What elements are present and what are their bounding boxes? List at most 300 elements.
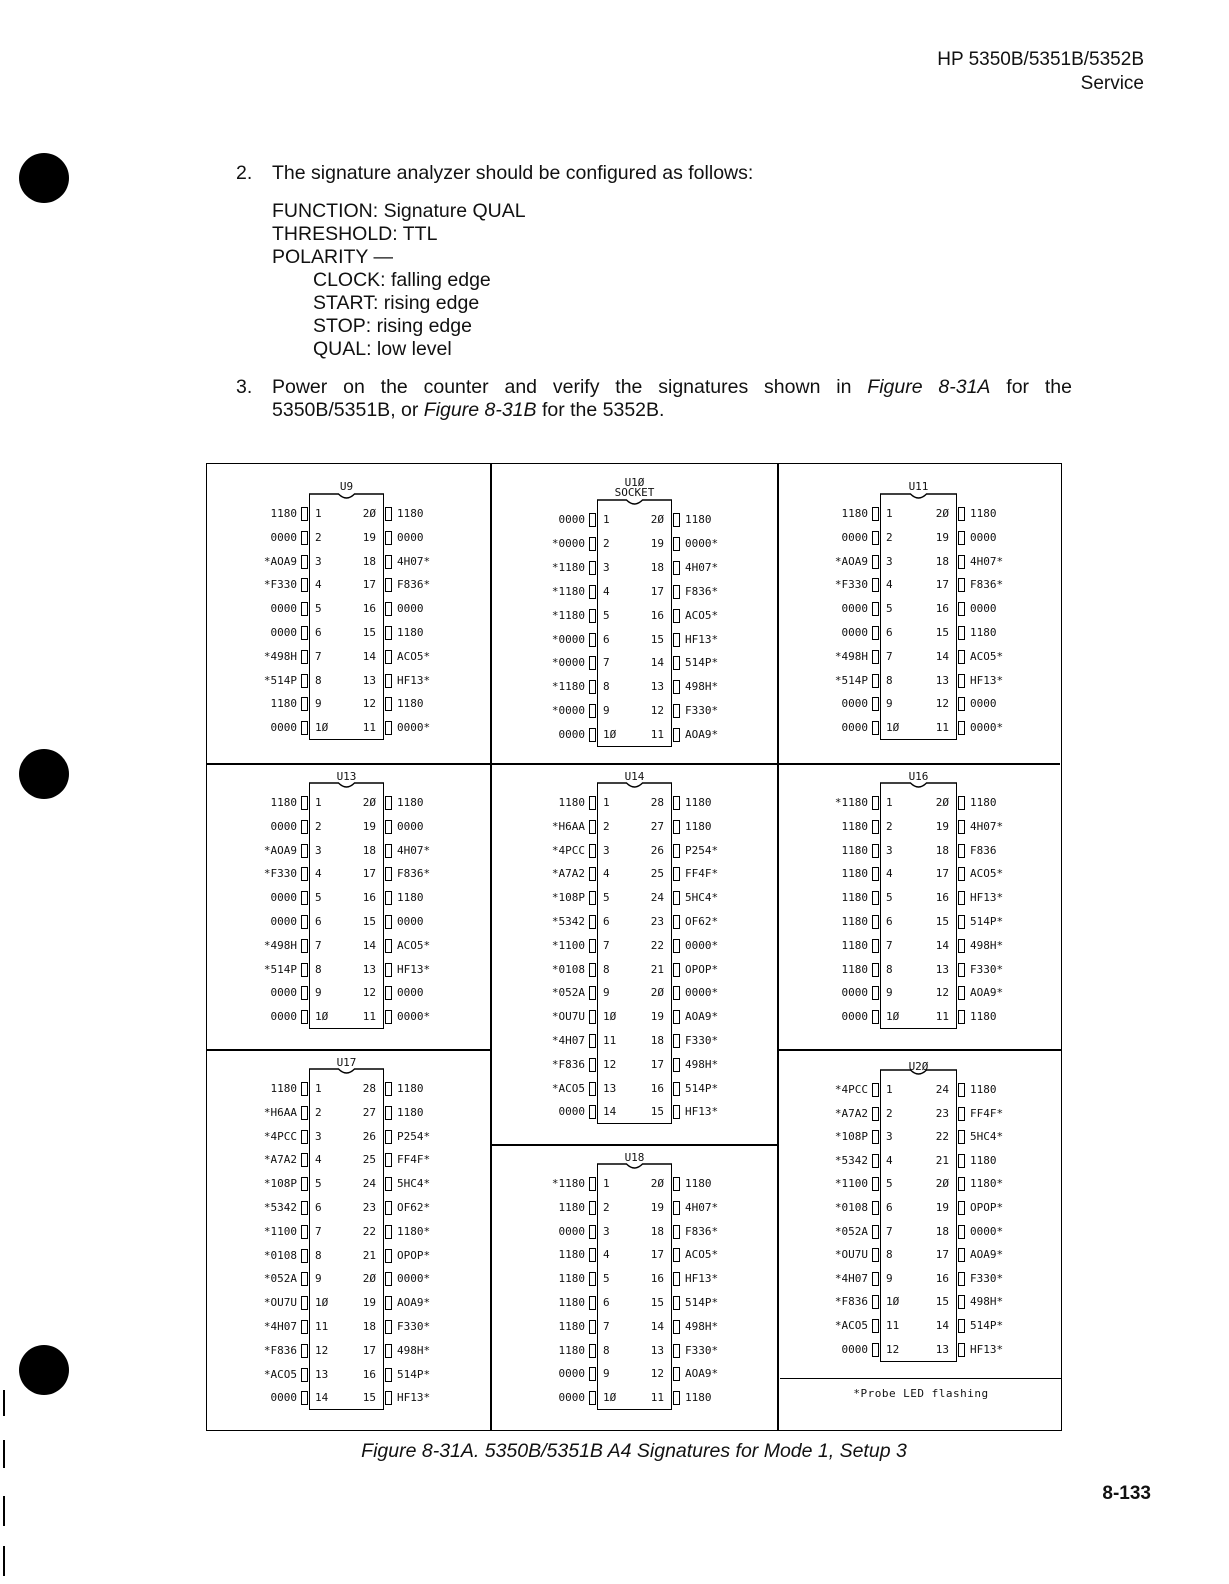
pin-number: 2: [315, 1105, 322, 1119]
pin-number: 16: [935, 1271, 949, 1285]
pin-pad: [589, 704, 596, 718]
pin-pad: [589, 1034, 596, 1048]
signature-left: *1180: [551, 584, 585, 598]
signature-left: 0000: [558, 1224, 585, 1238]
pin-pad: [589, 1320, 596, 1334]
step-text-part: for the 5352B.: [536, 399, 665, 421]
signature-left: 0000: [558, 728, 585, 742]
signature-left: *514P: [263, 962, 297, 976]
header-section: Service: [1080, 73, 1144, 94]
pin-pad: [958, 1248, 965, 1262]
pin-pad: [301, 531, 308, 545]
pin-number: 8: [603, 962, 610, 976]
pin-pad: [385, 867, 392, 881]
signature-right: ACO5*: [685, 1248, 719, 1262]
pin-pad: [673, 513, 680, 527]
pin-pad: [673, 963, 680, 977]
signature-right: 514P*: [685, 656, 719, 670]
pin-number: 8: [315, 962, 322, 976]
pin-number: 1: [886, 796, 893, 809]
pin-pad: [385, 1153, 392, 1167]
pin-number: 12: [935, 697, 949, 711]
pin-number: 4: [886, 578, 893, 592]
chip-notch: [597, 499, 672, 509]
pin-pad: [301, 986, 308, 1000]
signature-left: 1180: [841, 843, 868, 857]
pin-number: 1: [603, 1177, 610, 1190]
signature-left: *4H07: [834, 1271, 868, 1285]
signature-left: *F836: [551, 1057, 585, 1071]
signature-right: 1180: [970, 507, 997, 520]
signature-left: *F836: [834, 1295, 868, 1309]
step-text-part: Power on the counter and verify the signatures shown in: [272, 376, 868, 398]
pin-number: 2Ø: [650, 986, 664, 1000]
signature-left: *OU7U: [551, 1010, 585, 1024]
chip-notch-path: [880, 1070, 957, 1074]
pin-pad: [872, 1177, 879, 1191]
pin-number: 16: [650, 608, 664, 622]
signature-left: *F330: [834, 578, 868, 592]
signature-right: F836*: [685, 584, 719, 598]
pin-pad: [673, 1177, 680, 1191]
pin-number: 18: [935, 1224, 949, 1238]
pin-number: 27: [650, 819, 664, 833]
pin-pad: [385, 1225, 392, 1239]
signature-right: 4H07*: [685, 1200, 719, 1214]
signature-left: *108P: [263, 1177, 297, 1191]
pin-pad: [872, 602, 879, 616]
step-text-part: 5350B/5351B, or: [272, 399, 424, 421]
signature-right: 498H*: [685, 1057, 719, 1071]
pin-number: 2: [603, 819, 610, 833]
page-number: 8-133: [1102, 1483, 1151, 1504]
page-header: [937, 48, 1144, 96]
signature-right: 1180: [397, 507, 424, 520]
signature-left: 0000: [558, 1105, 585, 1119]
pin-number: 18: [650, 1034, 664, 1047]
pin-number: 21: [935, 1153, 949, 1167]
signature-right: 1180*: [397, 1224, 431, 1238]
pin-number: 16: [935, 602, 949, 616]
signature-left: *108P: [834, 1130, 868, 1144]
signature-left: 1180: [270, 507, 297, 520]
pin-pad: [673, 939, 680, 953]
pin-number: 1Ø: [315, 1296, 329, 1310]
header-title: HP 5350B/5351B/5352B: [937, 49, 1144, 70]
signature-right: HF13*: [685, 1272, 719, 1286]
pin-pad: [385, 844, 392, 858]
pin-pad: [589, 1201, 596, 1215]
pin-number: 24: [935, 1083, 949, 1096]
pin-pad: [385, 1010, 392, 1024]
signature-left: *4PCC: [551, 843, 585, 857]
signature-left: 0000: [841, 721, 868, 735]
pin-pad: [872, 1130, 879, 1144]
signature-left: 1180: [270, 697, 297, 711]
chip-notch-path: [597, 783, 672, 787]
chip-notch-path: [597, 500, 672, 504]
pin-number: 13: [315, 1367, 329, 1381]
pin-number: 12: [362, 697, 376, 711]
pin-pad: [958, 531, 965, 545]
pin-pad: [301, 820, 308, 834]
figure-reference: Figure 8-31A: [867, 376, 991, 398]
pin-pad: [673, 704, 680, 718]
pin-pad: [385, 1177, 392, 1191]
pin-number: 1: [315, 1082, 322, 1095]
signature-left: *ACO5: [263, 1367, 297, 1381]
signature-left: *4H07: [551, 1034, 585, 1047]
signature-left: *OU7U: [834, 1248, 868, 1262]
signature-left: *0108: [551, 962, 585, 976]
pin-number: 5: [315, 602, 322, 616]
signature-left: 0000: [270, 986, 297, 1000]
pin-number: 9: [603, 704, 610, 718]
pin-number: 16: [362, 891, 376, 905]
grid-line: [207, 1049, 491, 1051]
binder-hole-top: [19, 153, 69, 203]
pin-pad: [589, 1105, 596, 1119]
edge-mark: [3, 1546, 5, 1576]
pin-number: 3: [315, 1129, 322, 1143]
pin-number: 15: [935, 915, 949, 928]
pin-pad: [301, 1391, 308, 1405]
pin-number: 17: [935, 578, 949, 592]
pin-number: 19: [650, 1010, 664, 1024]
pin-number: 7: [315, 938, 322, 952]
signature-left: 0000: [841, 1342, 868, 1356]
pin-number: 17: [650, 1057, 664, 1071]
signature-right: P254*: [397, 1129, 431, 1143]
pin-number: 1Ø: [603, 1010, 617, 1024]
pin-number: 7: [315, 649, 322, 663]
step-3: [236, 376, 1072, 422]
signature-right: 514P*: [685, 1296, 719, 1309]
signature-right: F330*: [970, 962, 1004, 976]
signature-right: 514P*: [970, 915, 1004, 928]
chip-label: U14: [624, 770, 645, 783]
signature-right: 0000*: [397, 1272, 431, 1286]
pin-pad: [872, 650, 879, 664]
signature-left: 0000: [270, 819, 297, 833]
signature-right: 1180: [685, 819, 712, 833]
pin-number: 11: [603, 1034, 617, 1047]
pin-number: 1: [603, 796, 610, 809]
pin-number: 11: [886, 1319, 900, 1332]
signature-left: *1180: [551, 560, 585, 574]
pin-number: 26: [362, 1129, 376, 1143]
chip-notch-path: [309, 1069, 384, 1073]
signature-left: 0000: [841, 986, 868, 1000]
pin-pad: [872, 986, 879, 1000]
signature-left: 0000: [270, 721, 297, 735]
signature-left: *A7A2: [263, 1153, 297, 1167]
pin-pad: [589, 986, 596, 1000]
config-threshold: THRESHOLD: TTL: [272, 223, 438, 245]
pin-number: 14: [650, 656, 664, 670]
pin-pad: [589, 1272, 596, 1286]
pin-pad: [385, 1201, 392, 1215]
pin-pad: [385, 796, 392, 810]
pin-number: 8: [886, 1248, 893, 1262]
pin-number: 22: [650, 938, 664, 952]
pin-number: 27: [362, 1105, 376, 1119]
signature-right: OF62*: [397, 1201, 431, 1214]
edge-mark: [3, 1390, 5, 1416]
signature-left: 1180: [558, 1200, 585, 1214]
pin-number: 7: [886, 1224, 893, 1238]
pin-number: 16: [650, 1081, 664, 1095]
pin-pad: [301, 796, 308, 810]
pin-number: 1Ø: [886, 1010, 900, 1024]
pin-pad: [958, 1177, 965, 1191]
signature-right: HF13*: [685, 632, 719, 646]
pin-pad: [301, 578, 308, 592]
pin-pad: [872, 820, 879, 834]
signature-right: 1180: [685, 1177, 712, 1190]
signature-left: *F836: [263, 1343, 297, 1357]
signature-right: F836*: [397, 867, 431, 881]
pin-pad: [385, 939, 392, 953]
pin-pad: [958, 796, 965, 810]
pin-pad: [958, 1319, 965, 1333]
pin-number: 24: [650, 891, 664, 905]
pin-number: 1: [603, 513, 610, 526]
signature-left: 0000: [270, 530, 297, 544]
pin-number: 6: [886, 626, 893, 639]
pin-number: 2Ø: [362, 507, 376, 520]
grid-line: [207, 763, 1060, 765]
signature-left: *4H07: [263, 1320, 297, 1333]
pin-pad: [301, 1320, 308, 1334]
signature-right: 0000: [970, 530, 997, 544]
pin-pad: [958, 1130, 965, 1144]
edge-mark: [3, 1440, 5, 1468]
pin-pad: [673, 1272, 680, 1286]
pin-number: 14: [650, 1319, 664, 1333]
pin-pad: [673, 1082, 680, 1096]
signature-left: *498H: [834, 649, 868, 663]
figure-reference: Figure 8-31B: [423, 399, 537, 421]
signature-right: 4H07*: [397, 554, 431, 568]
pin-pad: [301, 674, 308, 688]
pin-number: 8: [315, 1248, 322, 1262]
pin-pad: [589, 728, 596, 742]
pin-number: 15: [650, 632, 664, 646]
pin-pad: [872, 796, 879, 810]
signature-left: *0108: [263, 1248, 297, 1262]
pin-number: 1Ø: [886, 1295, 900, 1309]
signature-left: *ACO5: [551, 1081, 585, 1095]
pin-pad: [385, 891, 392, 905]
pin-number: 23: [650, 915, 664, 928]
pin-pad: [301, 1368, 308, 1382]
pin-pad: [673, 680, 680, 694]
pin-pad: [872, 1010, 879, 1024]
pin-pad: [673, 1034, 680, 1048]
signature-right: 498H*: [685, 680, 719, 694]
signature-left: *498H: [263, 938, 297, 952]
pin-number: 25: [650, 867, 664, 881]
pin-pad: [872, 963, 879, 977]
pin-pad: [301, 650, 308, 664]
chip-label: U9: [339, 480, 354, 493]
pin-number: 13: [935, 1342, 949, 1356]
pin-number: 9: [603, 986, 610, 1000]
pin-number: 15: [650, 1105, 664, 1119]
pin-pad: [589, 796, 596, 810]
signature-right: 1180: [397, 891, 424, 905]
pin-number: 2: [603, 1200, 610, 1214]
signature-left: *H6AA: [551, 819, 585, 833]
pin-pad: [673, 1391, 680, 1405]
pin-pad: [301, 507, 308, 521]
step-2: [236, 162, 1072, 361]
pin-pad: [958, 986, 965, 1000]
pin-number: 16: [362, 1367, 376, 1381]
pin-number: 9: [315, 1272, 322, 1286]
pin-number: 4: [603, 867, 610, 881]
signature-right: 0000: [397, 915, 424, 928]
chip-notch: [309, 782, 384, 792]
signature-left: 0000: [270, 1010, 297, 1024]
step-text-part: for the: [990, 376, 1072, 398]
chip-notch: [597, 782, 672, 792]
pin-pad: [958, 1154, 965, 1168]
pin-number: 19: [650, 1200, 664, 1214]
pin-pad: [872, 1295, 879, 1309]
signature-left: 0000: [558, 513, 585, 526]
signature-right: 1180: [397, 1105, 424, 1119]
pin-number: 6: [315, 626, 322, 639]
pin-pad: [301, 891, 308, 905]
pin-number: 2: [315, 819, 322, 833]
pin-number: 1: [315, 507, 322, 520]
pin-pad: [872, 891, 879, 905]
pin-pad: [385, 578, 392, 592]
signature-left: *0000: [551, 656, 585, 670]
signature-left: 0000: [558, 1391, 585, 1405]
pin-number: 5: [886, 891, 893, 905]
signature-left: 0000: [270, 891, 297, 905]
signature-right: 1180: [397, 796, 424, 809]
signature-right: 1180: [685, 1391, 712, 1405]
pin-number: 8: [603, 680, 610, 694]
pin-number: 19: [362, 1296, 376, 1310]
pin-pad: [301, 939, 308, 953]
pin-number: 3: [603, 1224, 610, 1238]
signature-left: *4PCC: [834, 1083, 868, 1096]
signature-left: *5342: [551, 915, 585, 928]
pin-number: 2: [886, 819, 893, 833]
pin-pad: [301, 1296, 308, 1310]
pin-number: 3: [315, 554, 322, 568]
pin-pad: [589, 1296, 596, 1310]
pin-pad: [673, 1367, 680, 1381]
signature-left: *052A: [551, 986, 585, 1000]
pin-pad: [589, 1058, 596, 1072]
pin-number: 13: [935, 673, 949, 687]
signature-right: 0000*: [685, 938, 719, 952]
chip-label: U1Ø: [624, 476, 645, 489]
signature-left: 0000: [841, 697, 868, 711]
config-qual: QUAL: low level: [313, 338, 452, 360]
pin-pad: [385, 1249, 392, 1263]
pin-row: [0, 1033, 719, 1049]
signature-right: 1180: [397, 1082, 424, 1095]
chip-notch: [880, 782, 957, 792]
pin-number: 8: [603, 1343, 610, 1357]
signature-right: 0000: [970, 697, 997, 711]
pin-number: 22: [935, 1130, 949, 1144]
signature-right: 5HC4*: [970, 1130, 1004, 1144]
pin-pad: [673, 820, 680, 834]
pin-pad: [301, 721, 308, 735]
pin-number: 12: [362, 986, 376, 1000]
pin-pad: [958, 1272, 965, 1286]
pin-number: 2: [886, 530, 893, 544]
pin-number: 3: [886, 1130, 893, 1144]
signature-right: ACO5*: [397, 938, 431, 952]
pin-number: 9: [315, 986, 322, 1000]
signature-right: HF13*: [685, 1105, 719, 1119]
signature-left: *A7A2: [551, 867, 585, 881]
pin-number: 8: [886, 962, 893, 976]
signature-right: AOA9*: [685, 1367, 719, 1381]
pin-pad: [673, 633, 680, 647]
pin-number: 11: [935, 1010, 949, 1024]
pin-number: 23: [935, 1106, 949, 1120]
pin-number: 19: [362, 819, 376, 833]
pin-pad: [958, 602, 965, 616]
signature-right: F836: [970, 843, 997, 857]
signature-left: *OU7U: [263, 1296, 297, 1310]
pin-number: 9: [886, 697, 893, 711]
pin-number: 6: [886, 915, 893, 928]
pin-number: 1: [886, 507, 893, 520]
chip-label: U17: [336, 1056, 357, 1069]
pin-pad: [958, 891, 965, 905]
pin-pad: [958, 820, 965, 834]
pin-pad: [872, 626, 879, 640]
chip-notch: [309, 1068, 384, 1078]
pin-number: 17: [362, 1343, 376, 1357]
pin-pad: [673, 561, 680, 575]
signature-right: 0000: [397, 986, 424, 1000]
pin-number: 13: [650, 680, 664, 694]
signature-right: P254*: [685, 843, 719, 857]
pin-pad: [385, 602, 392, 616]
signature-left: 1180: [841, 915, 868, 928]
signature-left: *1180: [834, 796, 868, 809]
signature-right: 5HC4*: [685, 891, 719, 905]
signature-left: *0108: [834, 1201, 868, 1214]
signature-left: 1180: [270, 796, 297, 809]
pin-number: 1Ø: [315, 1010, 329, 1024]
pin-pad: [589, 1177, 596, 1191]
pin-pad: [385, 1082, 392, 1096]
pin-pad: [385, 721, 392, 735]
signature-left: *0000: [551, 536, 585, 550]
signature-right: ACO5*: [970, 867, 1004, 881]
pin-number: 3: [886, 843, 893, 857]
pin-number: 9: [603, 1367, 610, 1381]
pin-pad: [589, 537, 596, 551]
signature-right: AOA9*: [685, 728, 719, 742]
pin-number: 2Ø: [362, 796, 376, 809]
signature-left: *AOA9: [834, 554, 868, 568]
pin-number: 19: [935, 1201, 949, 1214]
